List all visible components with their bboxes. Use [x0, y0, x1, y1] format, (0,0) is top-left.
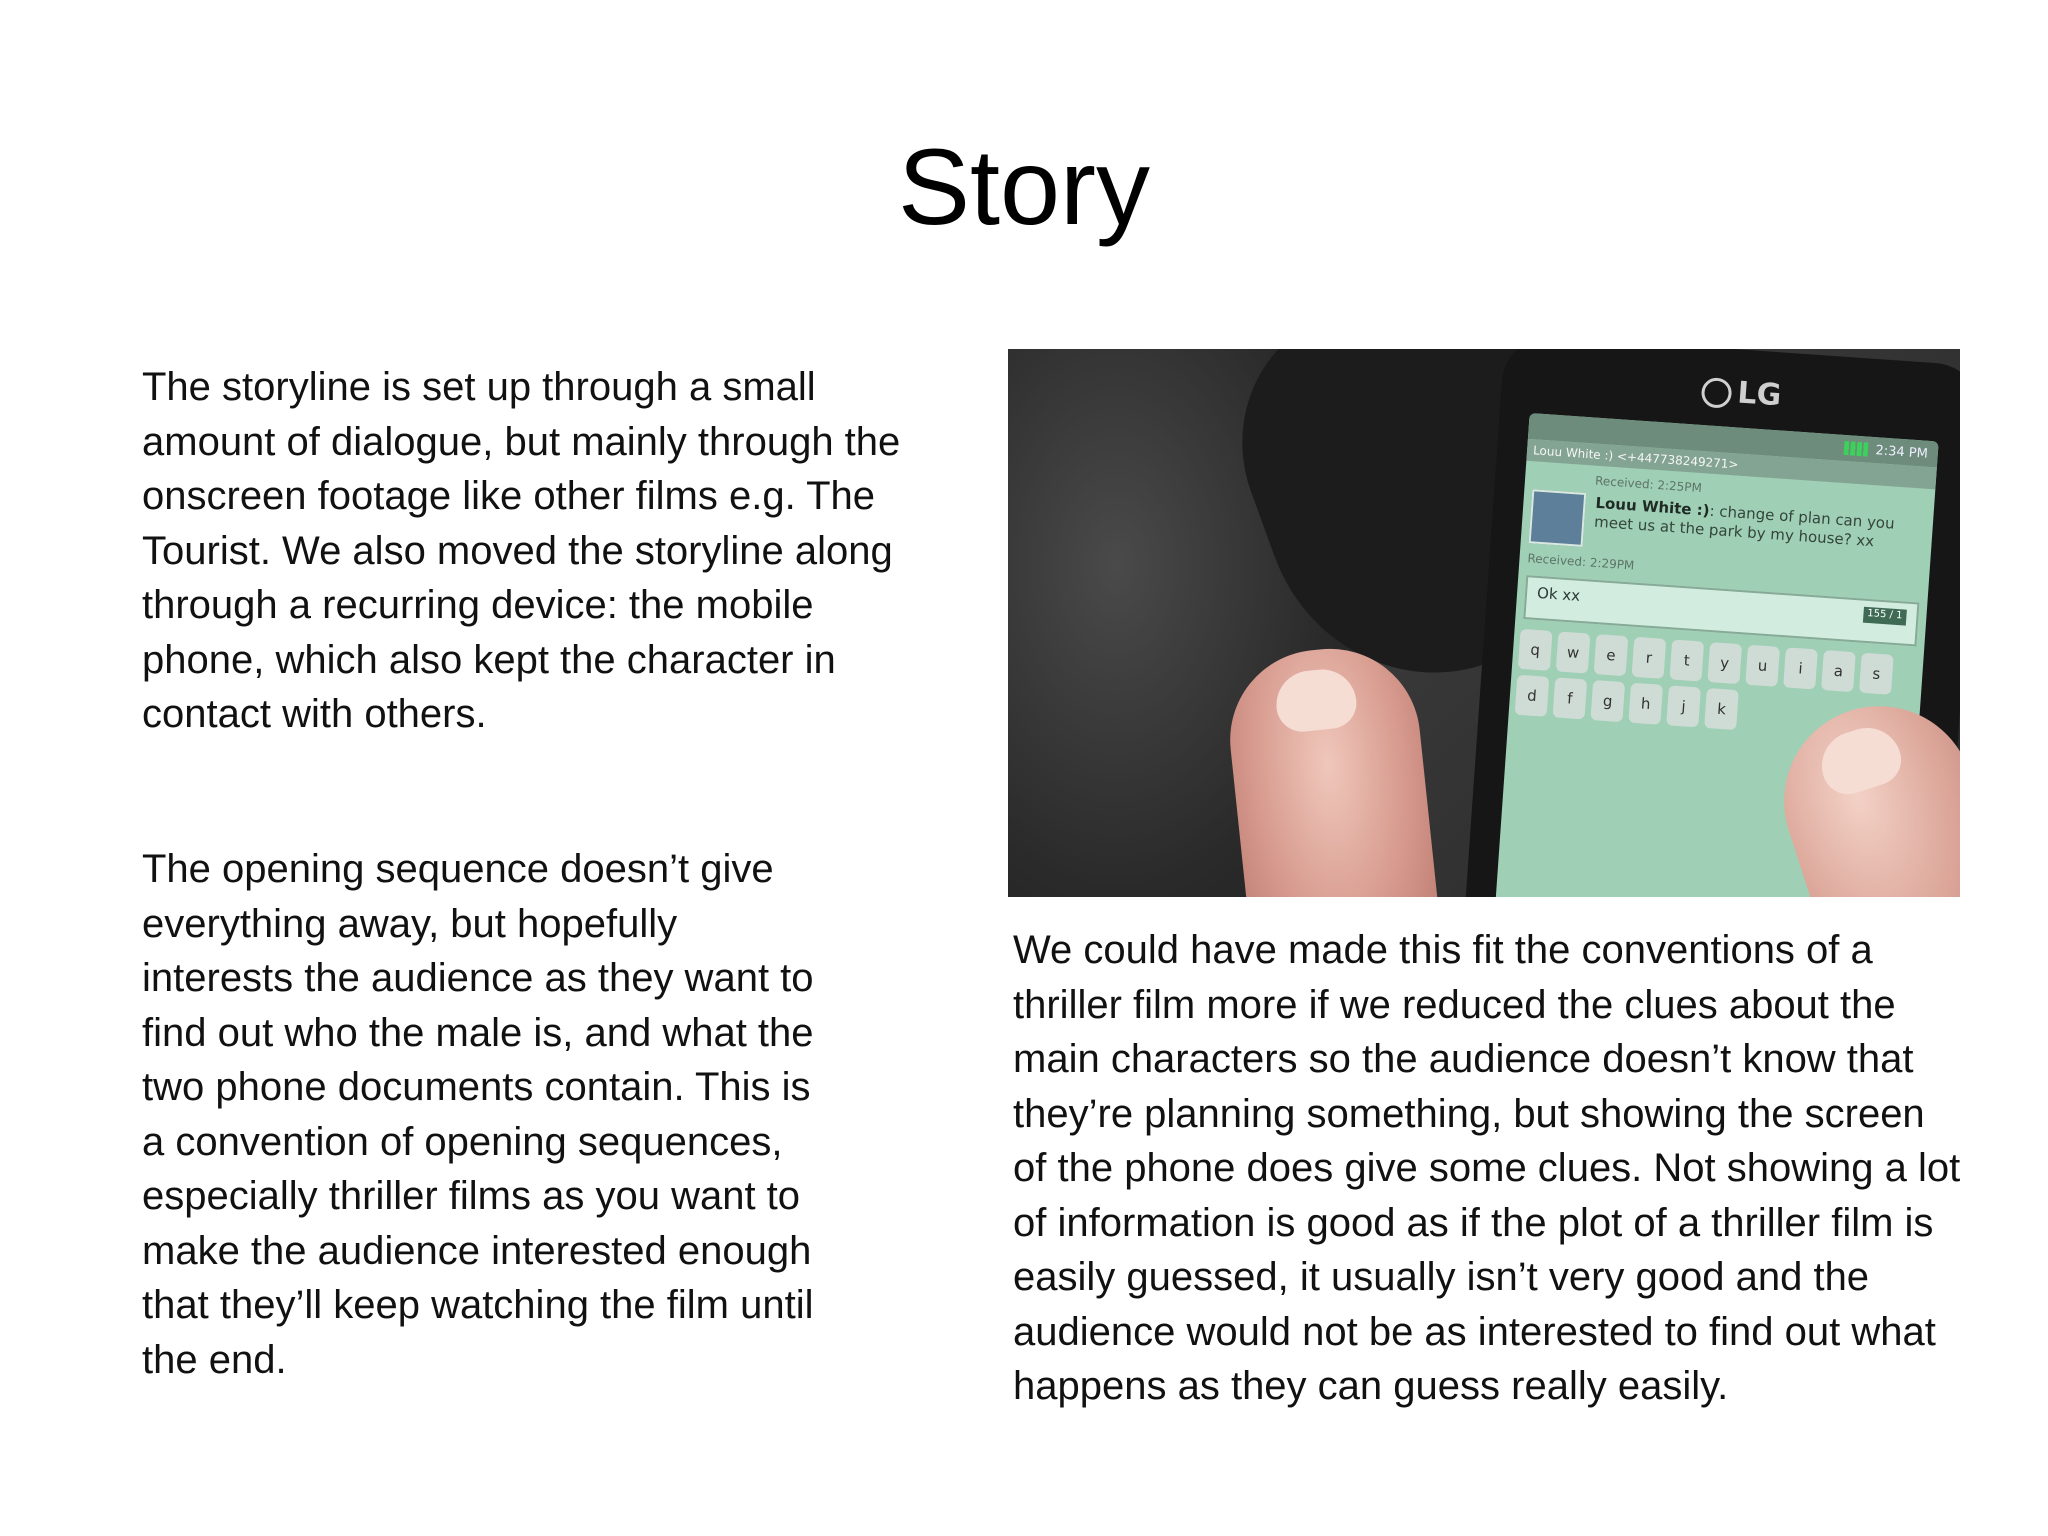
reply-text: Ok xx [1536, 583, 1581, 605]
left-thumb [1221, 640, 1444, 897]
received-time-2: Received: 2:29PM [1527, 551, 1635, 573]
keyboard-key: t [1669, 639, 1704, 681]
phone-photo [1008, 349, 1960, 897]
message-sender: Louu White :) [1594, 493, 1711, 520]
keyboard-key: r [1632, 637, 1667, 679]
slide-title: Story [897, 126, 1151, 247]
signal-icon [1843, 441, 1868, 457]
keyboard-key: h [1628, 683, 1663, 725]
keyboard-key: a [1821, 650, 1856, 692]
keyboard-key: d [1515, 675, 1550, 717]
received-time-1: Received: 2:25PM [1594, 473, 1703, 496]
phone-time: 2:34 PM [1875, 442, 1929, 462]
keyboard-key: e [1594, 634, 1629, 676]
keyboard-key: u [1745, 645, 1780, 687]
phone-logo [1700, 373, 1782, 413]
keyboard-key: j [1666, 685, 1701, 727]
thumbnail [1813, 719, 1908, 801]
paragraph-storyline: The storyline is set up through a small amount of dialogue, but mainly through the onscreen footage like other films e.g. The Tourist. We also moved the storyline along through a recurring device: the mobile phone, which also kept the character in contact with others. [142, 365, 901, 736]
thumbnail [1273, 666, 1359, 734]
message-body: : change of plan can you meet us at the park by my house? xx [1593, 501, 1896, 551]
paragraph-opening-sequence: The opening sequence doesn’t give everything away, but hopefully interests the audience as they want to find out who the male is, and what the two phone documents contain. This is a convention of opening sequences, especially thriller films as you want to make the audience interested enough that they’ll keep watching the film until the end. [142, 847, 814, 1382]
keyboard-key: g [1590, 680, 1625, 722]
keyboard-key: w [1556, 631, 1591, 673]
phone-brand: LG [1736, 375, 1783, 414]
keyboard-key: k [1704, 688, 1739, 730]
lg-logo-icon [1701, 376, 1733, 408]
keyboard-key: i [1783, 647, 1818, 689]
keyboard-key: f [1553, 677, 1588, 719]
phone-contact-header: Louu White :) <+447738249271> [1526, 439, 1937, 490]
keyboard-key: y [1707, 642, 1742, 684]
contact-avatar [1529, 489, 1587, 547]
keyboard-key: q [1518, 629, 1553, 671]
reply-counter: 155 / 1 [1863, 607, 1907, 626]
paragraph-thriller-conventions: We could have made this fit the conventions of a thriller film more if we reduced the clues about the main characters so the audience doesn’t know that they’re planning something, but showing the screen of the phone does give some clues. Not showing a lot of information is good as if the plot of a thriller film is easily guessed, it usually isn’t very good and the audience would not be as interested to find out what happens as they can guess really easily. [1013, 928, 1961, 1408]
keyboard-key: s [1859, 653, 1894, 695]
